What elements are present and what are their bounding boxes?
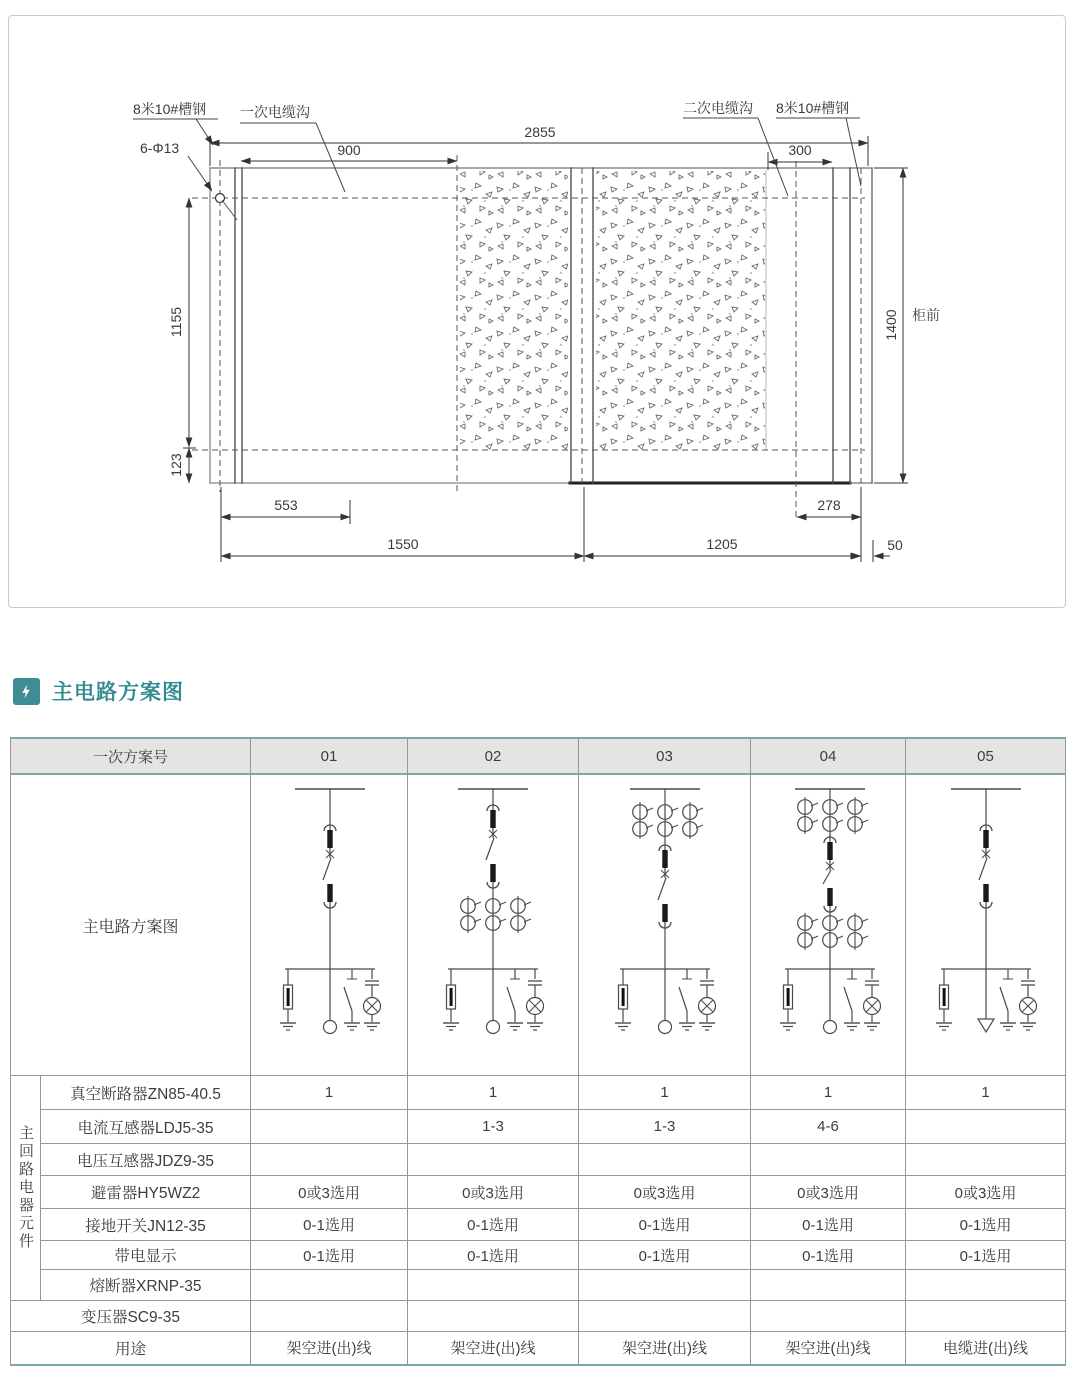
concrete-area-right (596, 171, 765, 450)
value-cell: 1 (906, 1076, 1066, 1110)
scheme-table (10, 737, 1065, 1366)
scheme-02-diagram (418, 779, 568, 1071)
value-cell (579, 1270, 751, 1301)
dim-1400: 1400 (883, 309, 899, 341)
header-01: 01 (251, 738, 408, 774)
value-cell (906, 1110, 1066, 1144)
foundation-plan-svg (9, 16, 1065, 607)
value-cell (751, 1301, 906, 1332)
value-cell: 0-1选用 (751, 1241, 906, 1270)
header-03: 03 (579, 738, 751, 774)
dim-123: 123 (168, 453, 184, 477)
label-channel-steel-right: 8米10#槽钢 (776, 100, 850, 116)
label-mounting-holes: 6-Φ13 (140, 140, 180, 156)
section-title: 主电路方案图 (52, 681, 184, 704)
value-cell: 架空进(出)线 (579, 1332, 751, 1365)
table-row (11, 1110, 1066, 1144)
table-row (11, 1270, 1066, 1301)
table-row (11, 1301, 1066, 1332)
table-header-row (11, 738, 1066, 774)
dim-1550: 1550 (387, 536, 419, 552)
value-cell: 1-3 (579, 1110, 751, 1144)
value-cell: 0-1选用 (251, 1209, 408, 1241)
dim-553: 553 (274, 497, 298, 513)
table-row (11, 1241, 1066, 1270)
value-cell: 0或3选用 (579, 1176, 751, 1209)
row-label: 电压互感器JDZ9-35 (41, 1144, 251, 1176)
header-05: 05 (906, 738, 1066, 774)
row-label: 变压器SC9-35 (11, 1301, 251, 1332)
value-cell (751, 1144, 906, 1176)
value-cell: 1 (751, 1076, 906, 1110)
side-label: 主回路电器元件 (11, 1076, 41, 1301)
table-row (11, 1076, 1066, 1110)
value-cell: 电缆进(出)线 (906, 1332, 1066, 1365)
dim-900: 900 (337, 142, 361, 158)
value-cell (251, 1301, 408, 1332)
value-cell: 0或3选用 (751, 1176, 906, 1209)
value-cell (408, 1270, 579, 1301)
table-row (11, 1176, 1066, 1209)
value-cell: 0-1选用 (251, 1241, 408, 1270)
value-cell: 0-1选用 (751, 1209, 906, 1241)
value-cell (906, 1270, 1066, 1301)
foundation-drawing-panel (8, 15, 1066, 608)
label-primary-trench: 一次电缆沟 (240, 104, 310, 120)
value-cell (906, 1301, 1066, 1332)
row-label: 电流互感器LDJ5-35 (41, 1110, 251, 1144)
table-row (11, 1144, 1066, 1176)
value-cell: 0-1选用 (408, 1209, 579, 1241)
table-row (11, 1332, 1066, 1365)
header-scheme-no: 一次方案号 (11, 738, 251, 774)
dim-300: 300 (788, 142, 812, 158)
value-cell: 0或3选用 (251, 1176, 408, 1209)
dim-2855: 2855 (524, 124, 556, 140)
value-cell (579, 1301, 751, 1332)
value-cell (251, 1110, 408, 1144)
dim-50: 50 (887, 537, 903, 553)
diagram-row-label: 主电路方案图 (11, 774, 251, 1076)
scheme-05-diagram (911, 779, 1061, 1071)
label-cabinet-front: 柜前 (912, 307, 940, 323)
row-label: 接地开关JN12-35 (41, 1209, 251, 1241)
row-label: 带电显示 (41, 1241, 251, 1270)
lightning-icon (13, 678, 40, 705)
scheme-01-diagram (255, 779, 405, 1071)
value-cell: 0-1选用 (408, 1241, 579, 1270)
value-cell: 1 (579, 1076, 751, 1110)
header-04: 04 (751, 738, 906, 774)
table-row (11, 1209, 1066, 1241)
section-header (13, 676, 184, 706)
value-cell (751, 1270, 906, 1301)
row-label: 熔断器XRNP-35 (41, 1270, 251, 1301)
value-cell: 0或3选用 (906, 1176, 1066, 1209)
value-cell (906, 1144, 1066, 1176)
value-cell (251, 1144, 408, 1176)
value-cell: 1 (408, 1076, 579, 1110)
value-cell (251, 1270, 408, 1301)
value-cell: 0或3选用 (408, 1176, 579, 1209)
label-secondary-trench: 二次电缆沟 (683, 100, 753, 116)
value-cell (408, 1144, 579, 1176)
row-label: 用途 (11, 1332, 251, 1365)
dim-278: 278 (817, 497, 841, 513)
value-cell (408, 1301, 579, 1332)
value-cell: 1 (251, 1076, 408, 1110)
value-cell: 0-1选用 (579, 1209, 751, 1241)
dim-1205: 1205 (706, 536, 738, 552)
diagram-row (11, 774, 1066, 1076)
value-cell (579, 1144, 751, 1176)
header-02: 02 (408, 738, 579, 774)
dim-1155: 1155 (168, 306, 184, 338)
value-cell: 架空进(出)线 (751, 1332, 906, 1365)
row-label: 真空断路器ZN85-40.5 (41, 1076, 251, 1110)
value-cell: 1-3 (408, 1110, 579, 1144)
row-label: 避雷器HY5WZ2 (41, 1176, 251, 1209)
concrete-area-left (460, 171, 568, 450)
label-channel-steel-left: 8米10#槽钢 (133, 101, 207, 117)
value-cell: 0-1选用 (579, 1241, 751, 1270)
value-cell: 架空进(出)线 (251, 1332, 408, 1365)
value-cell: 0-1选用 (906, 1209, 1066, 1241)
scheme-04-diagram (755, 779, 905, 1071)
value-cell: 架空进(出)线 (408, 1332, 579, 1365)
value-cell: 4-6 (751, 1110, 906, 1144)
value-cell: 0-1选用 (906, 1241, 1066, 1270)
scheme-03-diagram (590, 779, 740, 1071)
